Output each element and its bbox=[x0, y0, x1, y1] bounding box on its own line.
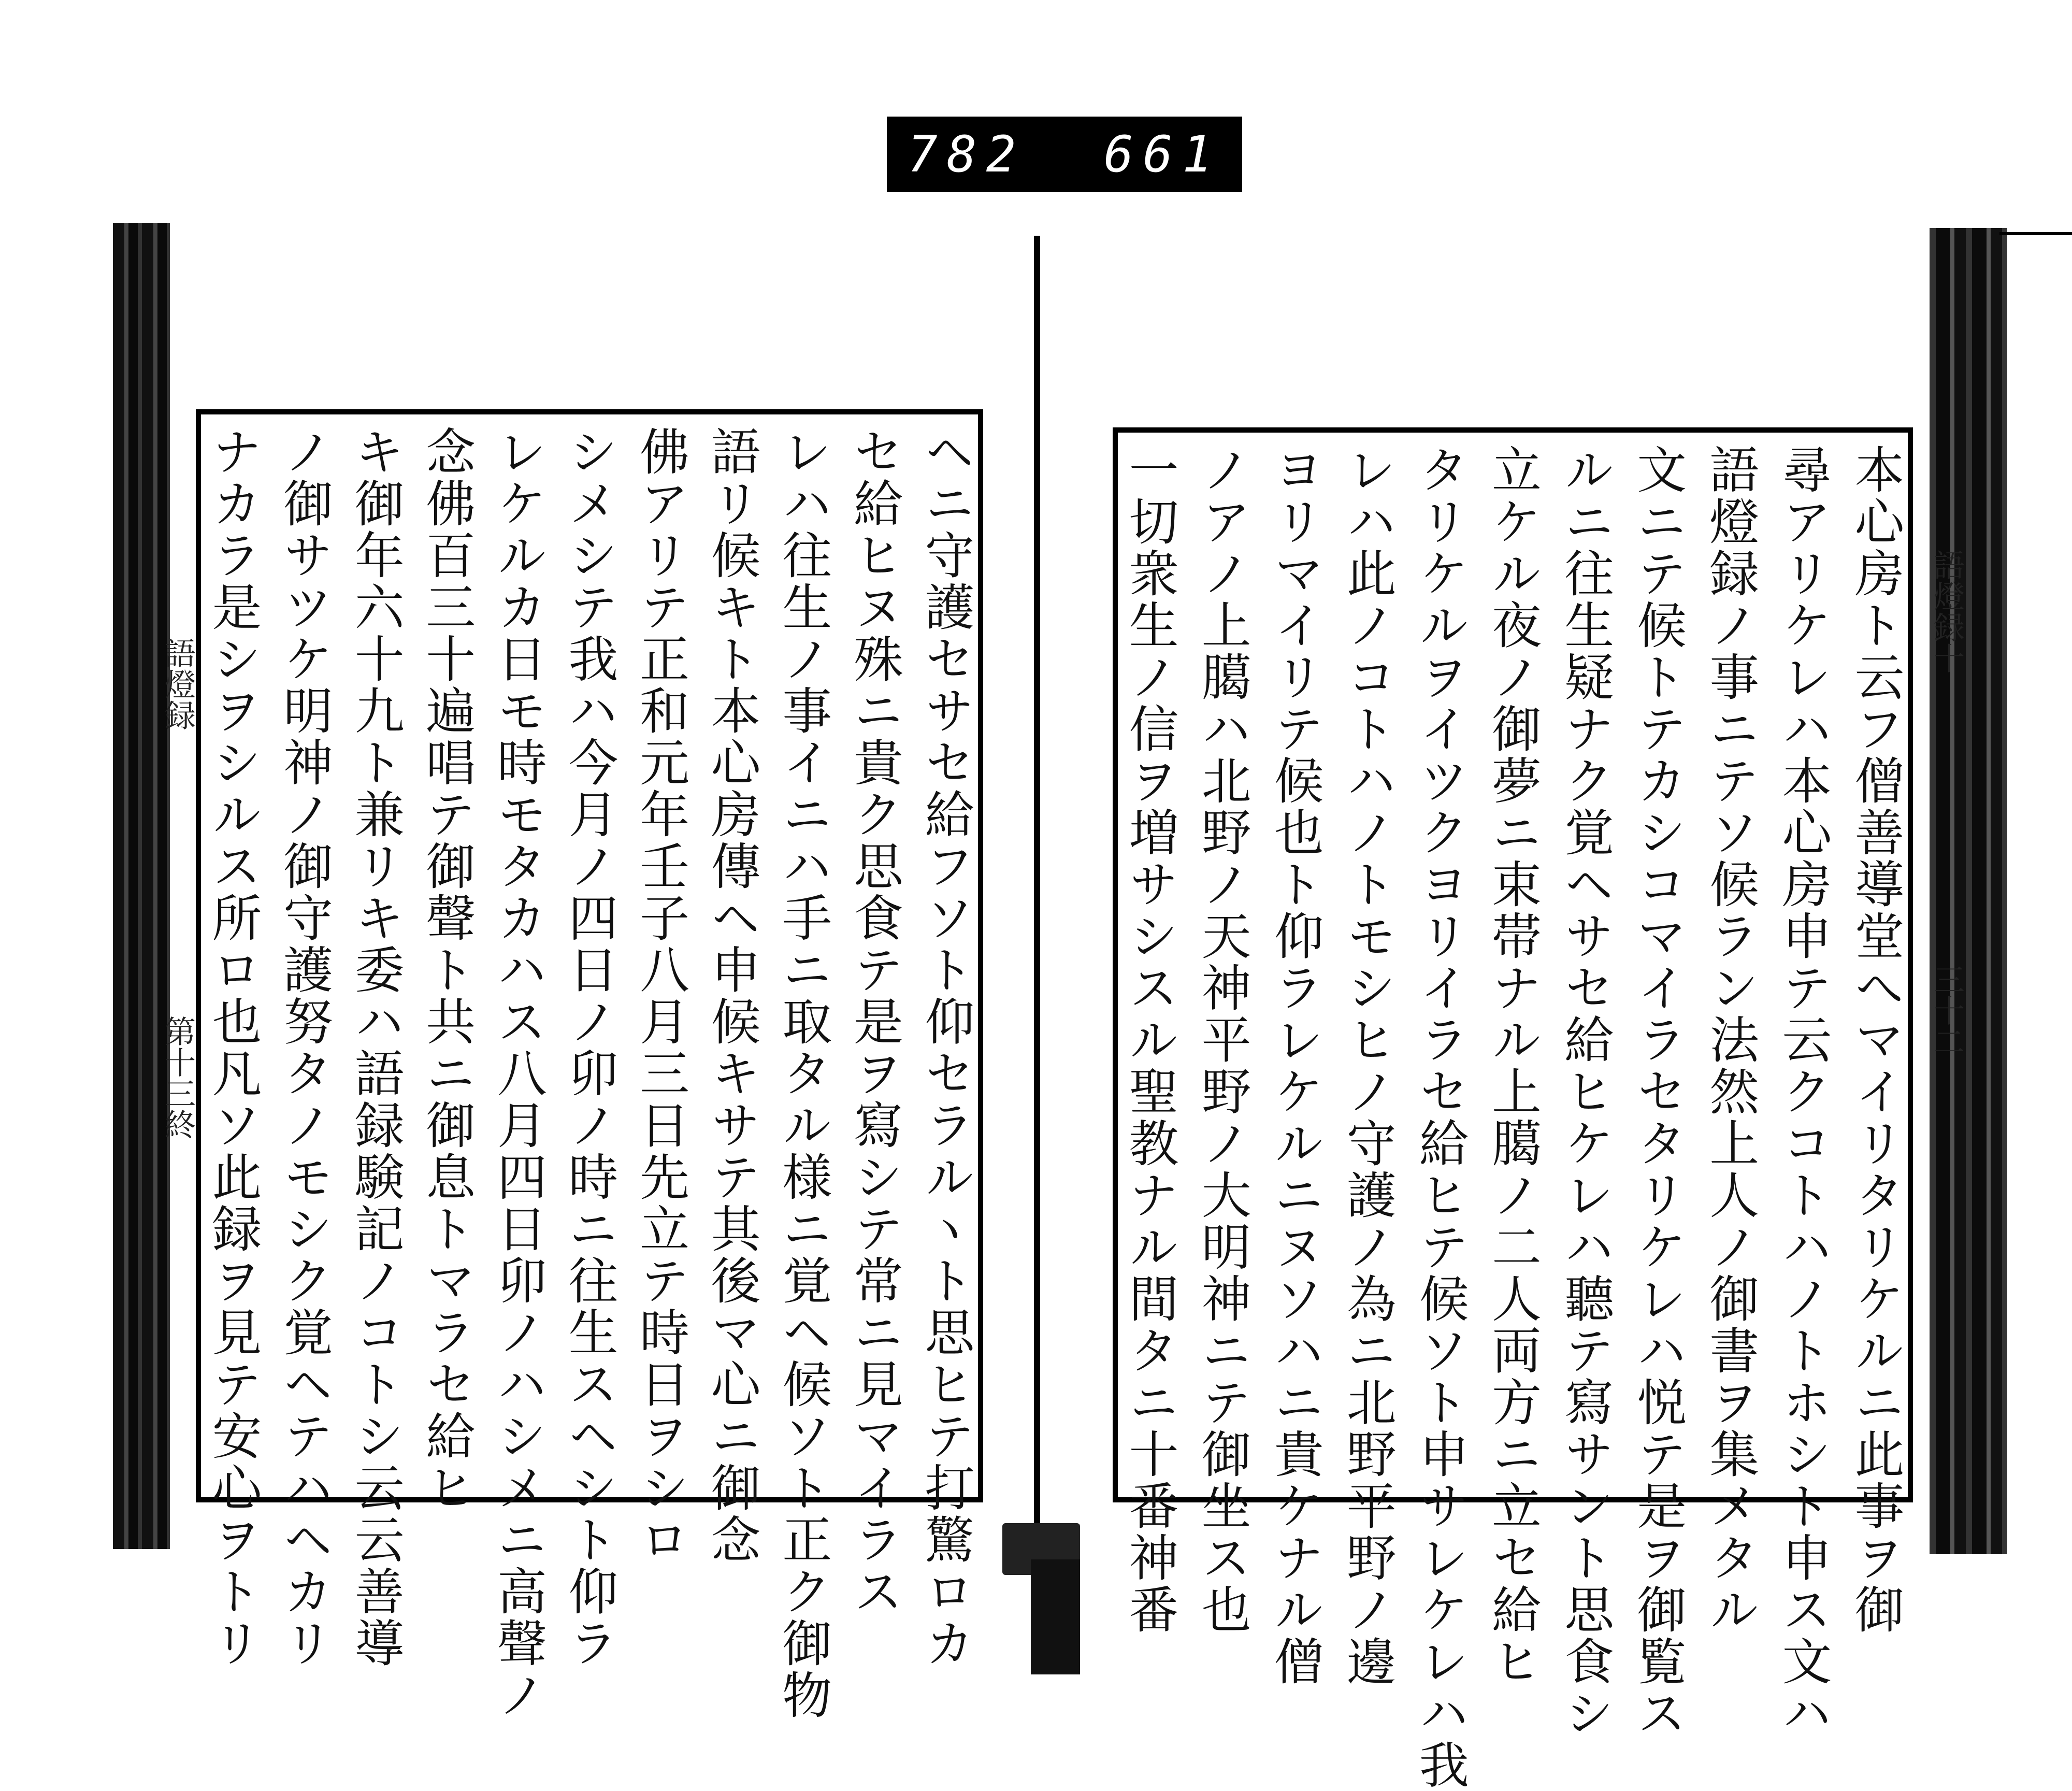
text-column: レハ此ノコトハノトモシヒノ守護ノ為ニ北野平野ノ邊 bbox=[1339, 444, 1397, 1687]
text-column: セ給ヒヌ殊ニ貴ク思食テ是ヲ寫シテ常ニ見マイラス bbox=[845, 426, 904, 1617]
right-book-edge bbox=[1930, 228, 2007, 1554]
right-page-columns bbox=[1121, 444, 1905, 1791]
archive-label bbox=[887, 117, 1242, 192]
text-column: ノ御サツケ明神ノ御守護努タノモシク覚ヘテハヘカリ bbox=[275, 426, 334, 1669]
left-page-frame bbox=[196, 409, 983, 1721]
archive-label-right: 661 bbox=[1103, 125, 1221, 183]
left-margin-title: 語燈録 bbox=[160, 637, 196, 730]
text-column: ヘニ守護セサセ給フソト仰セラルヽト思ヒテ打驚ロカ bbox=[916, 426, 975, 1669]
text-column: 本心房ト云フ僧善導堂へマイリタリケルニ此事ヲ御 bbox=[1846, 444, 1905, 1636]
text-column: 一切衆生ノ信ヲ増サシスル聖教ナル間タニ十番神番 bbox=[1121, 444, 1179, 1636]
left-margin-folio: 第十三終 bbox=[160, 1015, 196, 1140]
right-margin-title: 語燈録十 bbox=[1929, 549, 1965, 674]
text-column: ノアノ上臈ハ北野ノ天神平野ノ大明神ニテ御坐ス也 bbox=[1193, 444, 1252, 1636]
text-column: 文ニテ候トテカシコマイラセタリケレハ悦テ是ヲ御覧ス bbox=[1629, 444, 1687, 1739]
right-edge-line bbox=[1999, 232, 2072, 235]
text-column: 佛アリテ正和元年壬子八月三日先立テ時日ヲシロ bbox=[631, 426, 690, 1566]
text-column: ナカラ是シヲシルス所ロ也凡ソ此録ヲ見テ安心ヲトリ bbox=[204, 426, 262, 1669]
text-column: 語燈録ノ事ニテソ候ラン法然上人ノ御書ヲ集メタル bbox=[1701, 444, 1760, 1636]
right-margin-folio: 三十二 bbox=[1929, 964, 1965, 1057]
book-gutter bbox=[1034, 236, 1040, 1541]
text-column: 語リ候キト本心房傳ヘ申候キサテ其後マ心ニ御念 bbox=[703, 426, 761, 1566]
left-page-columns bbox=[204, 426, 975, 1721]
text-column: 立ケル夜ノ御夢ニ束帯ナル上臈ノ二人両方ニ立セ給ヒ bbox=[1484, 444, 1542, 1687]
text-column: ヨリマイリテ候也ト仰ラレケルニヌソハニ貴ケナル僧 bbox=[1266, 444, 1325, 1687]
text-column: レケルカ日モ時モタカハス八月四日卯ノハシメニ高聲ノ bbox=[489, 426, 548, 1721]
archive-label-left: 782 bbox=[908, 125, 1026, 183]
text-column: キ御年六十九ト兼リキ委ハ語録験記ノコトシ云云善導 bbox=[347, 426, 405, 1669]
left-book-edge bbox=[113, 223, 170, 1549]
text-column: ルニ往生疑ナク覚ヘサセ給ヒケレハ聽テ寫サント思食シ bbox=[1556, 444, 1615, 1739]
text-column: シメシテ我ハ今月ノ四日ノ卯ノ時ニ往生スヘシト仰ラ bbox=[560, 426, 618, 1669]
text-column: 尋アリケレハ本心房申テ云クコトハノトホシト申ス文ハ bbox=[1774, 444, 1832, 1739]
right-page-frame bbox=[1113, 427, 1913, 1791]
text-column: タリケルヲイツクヨリイラセ給ヒテ候ソト申サレケレハ我 bbox=[1411, 444, 1470, 1791]
gutter-clip-stand bbox=[1031, 1559, 1080, 1674]
text-column: 念佛百三十遍唱テ御聲ト共ニ御息トマラセ給ヒ bbox=[418, 426, 476, 1514]
text-column: レハ往生ノ事イニハ手ニ取タル様ニ覚ヘ候ソト正ク御物 bbox=[774, 426, 832, 1721]
